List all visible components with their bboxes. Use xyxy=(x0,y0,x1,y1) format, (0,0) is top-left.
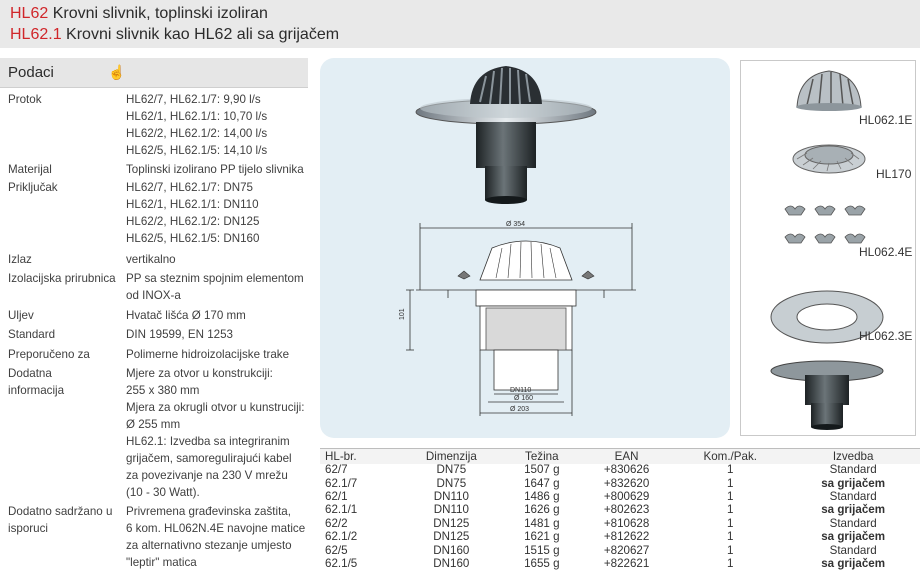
spec-value xyxy=(126,326,308,343)
spec-key: Priključak xyxy=(8,181,58,194)
cell: 62.1/7 xyxy=(325,476,358,490)
cell: 1 xyxy=(727,503,734,517)
spec-value xyxy=(126,503,308,571)
cell: 1486 g xyxy=(524,489,560,503)
podaci-section xyxy=(0,58,308,88)
spec-value-line: za povezivanje na 230 V mrežu xyxy=(126,469,288,482)
spec-key: Materijal xyxy=(8,163,52,176)
spec-value xyxy=(126,251,308,268)
spec-value-line: HL62/2, HL62.1/2: 14,00 l/s xyxy=(126,127,268,140)
cell: 1 xyxy=(727,543,734,557)
spec-value-line: 6 kom. HL062N.4E navojne matice xyxy=(126,522,306,535)
col-header: Težina xyxy=(505,449,579,464)
wing-nut-right-icon xyxy=(582,271,594,279)
product-title-hl62-1: Krovni slivnik kao HL62 ali sa grijačem xyxy=(66,26,340,43)
col-header: Izvedba xyxy=(786,449,920,464)
cell: +810628 xyxy=(603,516,650,530)
spec-value xyxy=(126,307,308,324)
col-header: HL-br. xyxy=(320,449,398,464)
cell: +830626 xyxy=(603,463,650,477)
table-row xyxy=(320,530,920,543)
leaf-guard-icon xyxy=(796,71,862,111)
cell: 1481 g xyxy=(524,516,560,530)
dim-354: Ø 354 xyxy=(506,221,526,228)
cell: 1 xyxy=(727,556,734,570)
cell: sa grijačem xyxy=(821,556,886,570)
cell: DN125 xyxy=(433,530,470,544)
cell: 1507 g xyxy=(524,463,560,477)
wing-nuts-icon xyxy=(785,206,865,243)
cell: 1 xyxy=(727,463,734,477)
spec-value-line: DIN 19599, EN 1253 xyxy=(126,328,233,341)
spec-value-line: HL62/7, HL62.1/7: DN75 xyxy=(126,181,253,194)
cell: +812622 xyxy=(603,530,650,544)
table-header-row xyxy=(320,449,920,464)
spec-value-line: Mjere za otvor u konstrukciji: xyxy=(126,367,273,380)
cell: DN110 xyxy=(433,489,469,503)
cell: Standard xyxy=(829,516,877,530)
hand-cursor-icon: ☝ xyxy=(108,64,126,80)
podaci-header[interactable] xyxy=(0,58,308,88)
cell: DN125 xyxy=(433,516,470,530)
col-header: Kom./Pak. xyxy=(674,449,786,464)
dim-203: Ø 203 xyxy=(510,406,530,413)
table-row xyxy=(320,504,920,517)
spec-value-line: Privremena građevinska zaštita, xyxy=(126,505,291,518)
table-row xyxy=(320,557,920,570)
cell: 1 xyxy=(727,530,734,544)
spec-value-line: (10 - 30 Watt). xyxy=(126,486,200,499)
title-line-1 xyxy=(10,5,268,23)
title-bar xyxy=(0,0,920,48)
spec-key: Protok xyxy=(8,93,42,106)
spec-key: Preporučeno za xyxy=(8,348,90,361)
cell: 62/7 xyxy=(325,463,348,477)
spec-value-line: za alternativno stezanje umjesto xyxy=(126,539,292,552)
spec-value xyxy=(126,161,308,178)
spec-value-line: grijačem, samoregulirajući kabel xyxy=(126,452,292,465)
spec-value-line: vertikalno xyxy=(126,253,176,266)
title-line-2 xyxy=(10,26,339,44)
cell: DN160 xyxy=(433,543,470,557)
grate-icon xyxy=(793,145,865,173)
dim-dn110: DN110 xyxy=(510,387,532,394)
cell: +802623 xyxy=(603,503,650,517)
cell: +820627 xyxy=(603,543,650,557)
spec-value-line: Mjera za okrugli otvor u kunstruciji: xyxy=(126,401,305,414)
spec-value-line: Ø 255 mm xyxy=(126,418,181,431)
spec-value-line: HL62/1, HL62.1/1: 10,70 l/s xyxy=(126,110,268,123)
podaci-title: Podaci xyxy=(8,64,54,81)
spec-value-line: HL62/5, HL62.1/5: DN160 xyxy=(126,232,260,245)
product-panel xyxy=(320,58,730,438)
cell: DN75 xyxy=(436,463,467,477)
spec-value-line: PP sa steznim spojnim elementom xyxy=(126,272,304,285)
spec-key: Standard xyxy=(8,328,56,341)
cell: 1626 g xyxy=(524,503,560,517)
cell: 62/2 xyxy=(325,516,348,530)
cell: +832620 xyxy=(603,476,650,490)
spec-key: Dodatna informacija xyxy=(8,367,65,397)
cell: +800629 xyxy=(603,489,650,503)
cell: 1 xyxy=(727,489,734,503)
spec-key: Izlaz xyxy=(8,253,32,266)
cell: 1655 g xyxy=(524,556,560,570)
col-header: EAN xyxy=(579,449,674,464)
spec-key: Dodatno sadržano u isporuci xyxy=(8,505,113,535)
cell: 1621 g xyxy=(524,530,560,544)
cell: sa grijačem xyxy=(821,476,886,490)
cell: DN160 xyxy=(433,556,470,570)
spec-value-line: HL62.1: Izvedba sa integriranim xyxy=(126,435,290,448)
spec-value-line: Polimerne hidroizolacijske trake xyxy=(126,348,290,361)
table-row xyxy=(320,464,920,477)
cell: Standard xyxy=(829,543,877,557)
col-header: Dimenzija xyxy=(398,449,505,464)
product-table xyxy=(320,448,920,571)
cell: Standard xyxy=(829,489,877,503)
product-title-hl62: Krovni slivnik, toplinski izoliran xyxy=(52,5,268,22)
spec-key: Uljev xyxy=(8,309,34,322)
spec-value-line: HL62/2, HL62.1/2: DN125 xyxy=(126,215,260,228)
spec-value-line: HL62/5, HL62.1/5: 14,10 l/s xyxy=(126,144,268,157)
accessory-label: HL062.4E xyxy=(859,245,913,259)
cell: sa grijačem xyxy=(821,530,886,544)
cell: 62/5 xyxy=(325,543,348,557)
accessory-label: HL062.3E xyxy=(859,329,913,343)
dim-101: 101 xyxy=(399,308,406,320)
product-illustration xyxy=(320,58,730,438)
cell: DN110 xyxy=(433,503,469,517)
cell: 62.1/5 xyxy=(325,556,358,570)
drain-photo xyxy=(416,66,596,204)
spec-value-line: Toplinski izolirano PP tijelo slivnika xyxy=(126,163,304,176)
cell: Standard xyxy=(829,463,877,477)
dim-160: Ø 160 xyxy=(514,395,534,402)
table-row xyxy=(320,517,920,530)
spec-value xyxy=(126,179,308,247)
product-code-hl62: HL62 xyxy=(10,5,49,22)
spec-value-line: "leptir" matica xyxy=(126,556,197,569)
cell: 1 xyxy=(727,476,734,490)
spec-key: Izolacijska prirubnica xyxy=(8,272,116,285)
table-row xyxy=(320,490,920,503)
accessory-label: HL170 xyxy=(876,167,912,181)
accessories-panel xyxy=(740,60,916,436)
cell: 1515 g xyxy=(524,543,560,557)
spec-value xyxy=(126,270,308,304)
cell: sa grijačem xyxy=(821,503,886,517)
spec-value xyxy=(126,346,308,363)
spec-value-line: 255 x 380 mm xyxy=(126,384,200,397)
cell: 62.1/2 xyxy=(325,530,358,544)
spec-value-line: HL62/7, HL62.1/7: 9,90 l/s xyxy=(126,93,261,106)
wing-nut-left-icon xyxy=(458,271,470,279)
cell: 62/1 xyxy=(325,489,348,503)
accessory-label: HL062.1E xyxy=(859,113,913,127)
spec-value-line: HL62/1, HL62.1/1: DN110 xyxy=(126,198,259,211)
spec-value xyxy=(126,91,308,159)
cell: +822621 xyxy=(603,556,650,570)
cell: 62.1/1 xyxy=(325,503,358,517)
spec-value-line: Hvatač lišća Ø 170 mm xyxy=(126,309,246,322)
table-row xyxy=(320,544,920,557)
product-code-hl62-1: HL62.1 xyxy=(10,26,62,43)
spec-value-line: od INOX-a xyxy=(126,289,181,302)
cell: DN75 xyxy=(436,476,467,490)
cell: 1647 g xyxy=(524,476,560,490)
table-row xyxy=(320,477,920,490)
drain-body-icon xyxy=(771,361,883,430)
spec-value xyxy=(126,365,308,501)
cell: 1 xyxy=(727,516,734,530)
